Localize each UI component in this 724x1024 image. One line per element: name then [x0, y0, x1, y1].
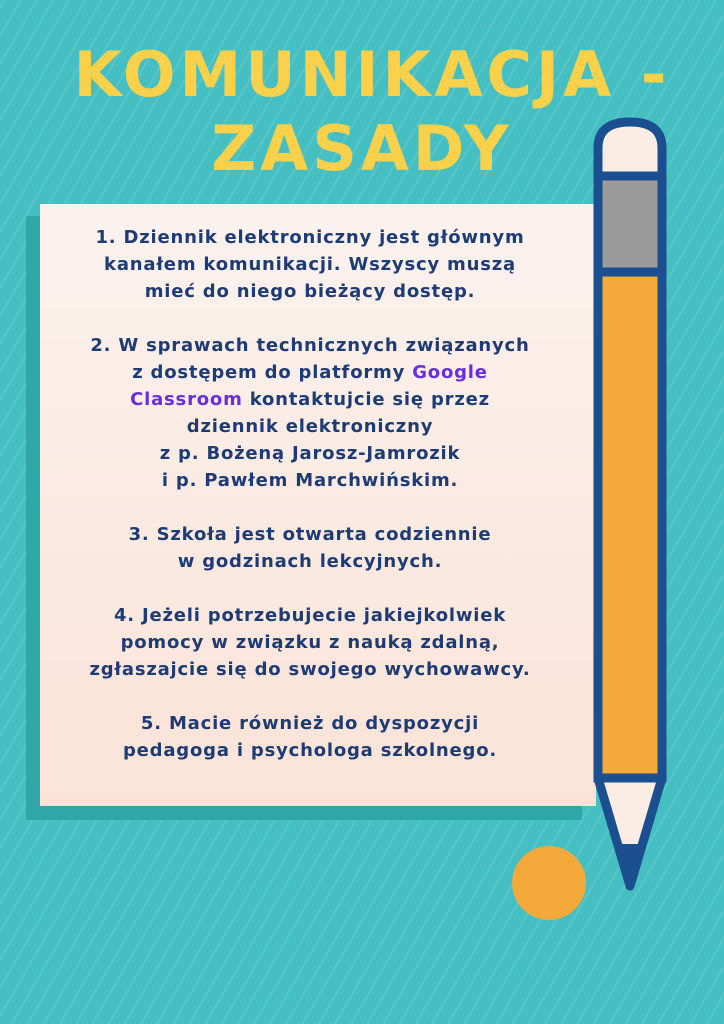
rule-2-line-1: 2. W sprawach technicznych związanych [90, 335, 530, 356]
pencil-icon [588, 116, 672, 898]
rules-list [40, 224, 580, 791]
rule-2-line-6: i p. Pawłem Marchwińskim. [161, 470, 459, 491]
pencil-eraser [598, 122, 662, 176]
rule-1 [40, 224, 580, 305]
rule-1-line-3: mieć do niego bieżący dostęp. [144, 281, 476, 302]
pencil-ferrule [598, 176, 662, 272]
rule-4 [40, 602, 580, 683]
rule-4-line-1: 4. Jeżeli potrzebujecie jakiejkolwiek [113, 605, 507, 626]
rule-3-line-1: 3. Szkoła jest otwarta codziennie [128, 524, 492, 545]
page-title-line-1: KOMUNIKACJA - [73, 38, 671, 111]
rule-2-line-5: z p. Bożeną Jarosz-Jamrozik [159, 443, 461, 464]
rule-2-line-2: z dostępem do platformy [132, 362, 413, 383]
rule-1-line-1: 1. Dziennik elektroniczny jest głównym [95, 227, 525, 248]
classroom-highlight: Classroom [130, 389, 243, 410]
orange-dot [512, 846, 586, 920]
pencil-body [598, 272, 662, 778]
rule-2 [40, 332, 580, 494]
rule-3 [40, 521, 580, 575]
rule-4-line-2: pomocy w związku z nauką zdalną, [120, 632, 500, 653]
rule-5-line-2: pedagoga i psychologa szkolnego. [122, 740, 498, 761]
rule-2-line-4: dziennik elektroniczny [186, 416, 434, 437]
rule-2-line-3: kontaktujcie się przez [242, 389, 490, 410]
rule-5 [40, 710, 580, 764]
rule-5-line-1: 5. Macie również do dyspozycji [140, 713, 480, 734]
google-highlight: Google [412, 362, 488, 383]
rule-1-line-2: kanałem komunikacji. Wszyscy muszą [104, 254, 516, 275]
page-title-line-2: ZASADY [211, 112, 513, 185]
rule-4-line-3: zgłaszajcie się do swojego wychowawcy. [89, 659, 531, 680]
rule-3-line-2: w godzinach lekcyjnych. [177, 551, 443, 572]
